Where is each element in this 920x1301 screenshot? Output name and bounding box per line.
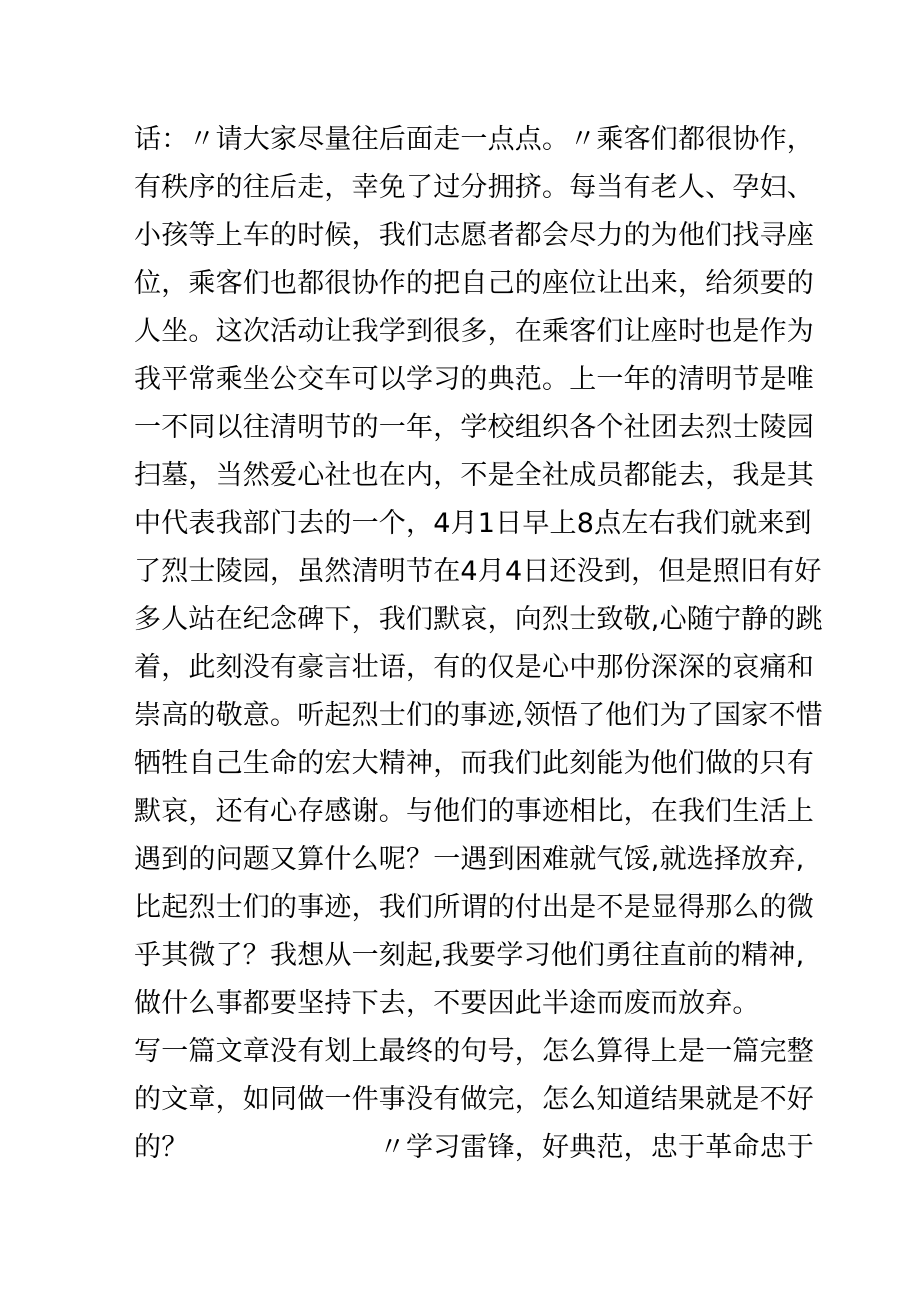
text-line: 中代表我部门去的一个，4月1日早上8点左右我们就来到 [134, 508, 812, 539]
text-line: 话：〃请大家尽量往后面走一点点。〃乘客们都很协作， [134, 124, 814, 155]
text-line: 遇到的问题又算什么呢？一遇到困难就气馁,就选择放弃, [134, 844, 805, 875]
text-line: 一不同以往清明节的一年，学校组织各个社团去烈士陵园 [134, 412, 814, 443]
text-line: 写一篇文章没有划上最终的句号，怎么算得上是一篇完整 [134, 1036, 814, 1067]
text-line: 我平常乘坐公交车可以学习的典范。上一年的清明节是唯 [134, 364, 814, 395]
text-line: 位，乘客们也都很协作的把自己的座位让出来，给须要的 [134, 268, 814, 299]
text-line: 有秩序的往后走，幸免了过分拥挤。每当有老人、孕妇、 [134, 172, 814, 203]
text-line: 了烈士陵园，虽然清明节在4月4日还没到，但是照旧有好 [134, 556, 822, 587]
text-line: 多人站在纪念碑下，我们默哀，向烈士致敬,心随宁静的跳 [134, 604, 823, 635]
text-line: 崇高的敬意。听起烈士们的事迹,领悟了他们为了国家不惜 [134, 700, 823, 731]
text-line: 乎其微了？我想从一刻起,我要学习他们勇往直前的精神, [134, 940, 805, 971]
text-line: 牺牲自己生命的宏大精神，而我们此刻能为他们做的只有 [134, 748, 814, 779]
text-line: 的？ 〃学习雷锋，好典范，忠于革命忠于 [134, 1132, 814, 1163]
body-text [134, 116, 823, 1172]
text-line: 人坐。这次活动让我学到很多，在乘客们让座时也是作为 [134, 316, 814, 347]
text-line: 着，此刻没有豪言壮语，有的仅是心中那份深深的哀痛和 [134, 652, 814, 683]
text-line: 扫墓，当然爱心社也在内，不是全社成员都能去，我是其 [134, 460, 814, 491]
text-line: 比起烈士们的事迹，我们所谓的付出是不是显得那么的微 [134, 892, 814, 923]
text-line: 的文章，如同做一件事没有做完，怎么知道结果就是不好 [134, 1084, 814, 1115]
text-line: 做什么事都要坚持下去，不要因此半途而废而放弃。 [134, 988, 760, 1019]
text-line: 小孩等上车的时候，我们志愿者都会尽力的为他们找寻座 [134, 220, 814, 251]
text-line: 默哀，还有心存感谢。与他们的事迹相比，在我们生活上 [134, 796, 814, 827]
